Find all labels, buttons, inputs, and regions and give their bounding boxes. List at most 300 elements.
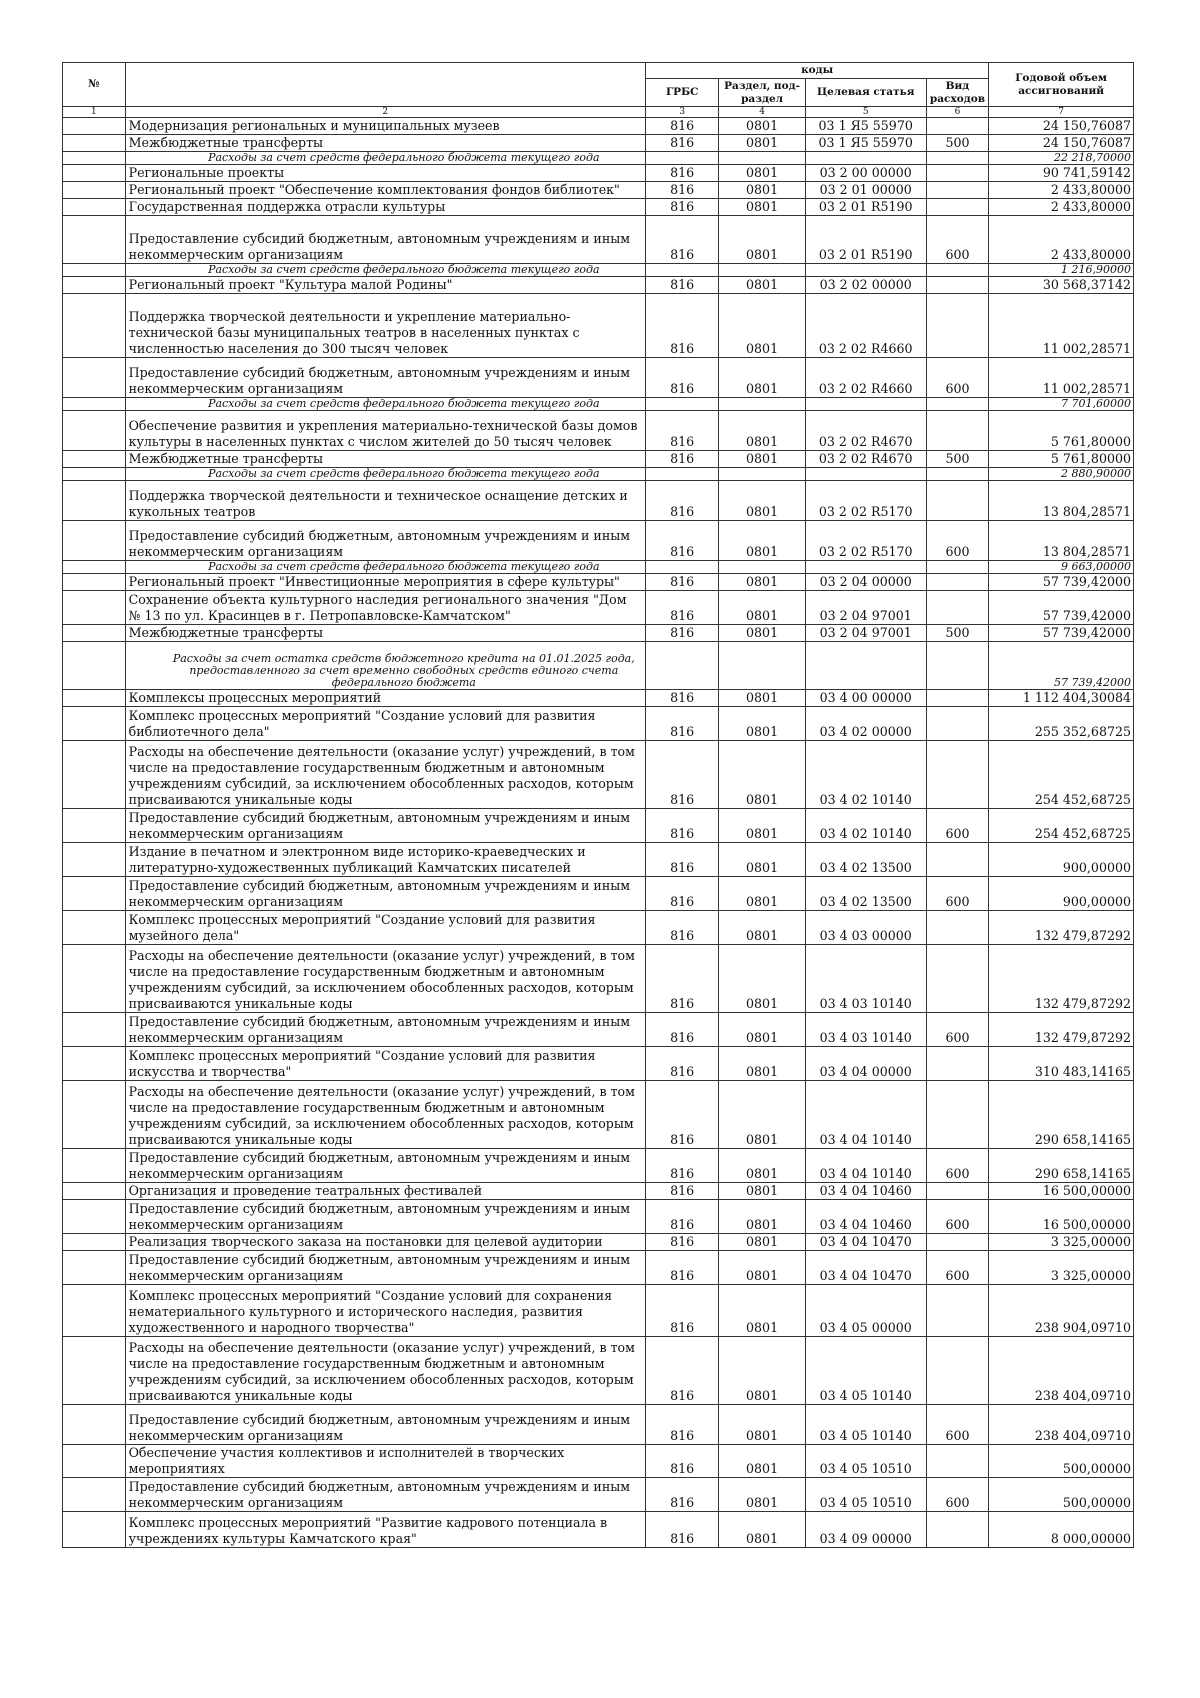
cell-razdel: 0801 — [719, 1405, 805, 1445]
cell-grbs: 816 — [645, 1149, 718, 1183]
cell-celevaya — [805, 264, 926, 277]
cell-razdel: 0801 — [719, 1445, 805, 1478]
table-row — [63, 809, 1134, 843]
cell-vid: 600 — [926, 809, 989, 843]
cell-name: Предоставление субсидий бюджетным, автономным учреждениям и иным некоммерческим организациям — [125, 877, 645, 911]
cell-razdel: 0801 — [719, 741, 805, 809]
cell-name: Предоставление субсидий бюджетным, автономным учреждениям и иным некоммерческим организациям — [125, 521, 645, 561]
cell-razdel: 0801 — [719, 1200, 805, 1234]
note-row — [63, 264, 1134, 277]
cell-num — [63, 1445, 126, 1478]
cell-name: Предоставление субсидий бюджетным, автономным учреждениям и иным некоммерческим организациям — [125, 358, 645, 398]
col-header-grbs: ГРБС — [645, 79, 718, 107]
cell-grbs: 816 — [645, 1081, 718, 1149]
cell-num — [63, 561, 126, 574]
table-row — [63, 1013, 1134, 1047]
col-header-volume: Годовой объем ассигнований — [989, 63, 1134, 107]
cell-sum: 7 701,60000 — [989, 398, 1134, 411]
cell-razdel: 0801 — [719, 481, 805, 521]
cell-grbs: 816 — [645, 741, 718, 809]
cell-vid: 600 — [926, 1149, 989, 1183]
cell-celevaya: 03 2 04 97001 — [805, 625, 926, 642]
cell-celevaya: 03 4 02 10140 — [805, 741, 926, 809]
cell-sum: 57 739,42000 — [989, 642, 1134, 690]
cell-vid: 600 — [926, 1478, 989, 1512]
cell-celevaya: 03 1 Я5 55970 — [805, 135, 926, 152]
cell-razdel: 0801 — [719, 1013, 805, 1047]
cell-razdel: 0801 — [719, 574, 805, 591]
budget-table — [62, 62, 1134, 1548]
cell-celevaya: 03 4 05 10510 — [805, 1445, 926, 1478]
cell-razdel: 0801 — [719, 1234, 805, 1251]
table-row — [63, 199, 1134, 216]
cell-grbs: 816 — [645, 294, 718, 358]
cell-grbs: 816 — [645, 135, 718, 152]
cell-celevaya: 03 4 09 00000 — [805, 1512, 926, 1548]
cell-name: Расходы за счет средств федерального бюджета текущего года — [125, 561, 645, 574]
cell-grbs: 816 — [645, 481, 718, 521]
cell-razdel — [719, 264, 805, 277]
colnum-2: 2 — [125, 107, 645, 118]
cell-razdel — [719, 561, 805, 574]
cell-vid: 600 — [926, 1405, 989, 1445]
cell-vid — [926, 945, 989, 1013]
table-row — [63, 1512, 1134, 1548]
cell-vid: 500 — [926, 135, 989, 152]
table-row — [63, 1200, 1134, 1234]
cell-celevaya — [805, 642, 926, 690]
cell-vid — [926, 182, 989, 199]
cell-name: Предоставление субсидий бюджетным, автономным учреждениям и иным некоммерческим организациям — [125, 1478, 645, 1512]
cell-sum: 90 741,59142 — [989, 165, 1134, 182]
note-row — [63, 468, 1134, 481]
cell-sum: 3 325,00000 — [989, 1251, 1134, 1285]
cell-grbs: 816 — [645, 1285, 718, 1337]
note-row — [63, 561, 1134, 574]
cell-num — [63, 118, 126, 135]
cell-celevaya — [805, 468, 926, 481]
cell-num — [63, 294, 126, 358]
cell-celevaya: 03 4 04 10460 — [805, 1183, 926, 1200]
cell-celevaya: 03 2 01 00000 — [805, 182, 926, 199]
colnum-3: 3 — [645, 107, 718, 118]
cell-num — [63, 152, 126, 165]
cell-celevaya — [805, 152, 926, 165]
cell-celevaya: 03 2 02 R5170 — [805, 521, 926, 561]
cell-razdel: 0801 — [719, 877, 805, 911]
cell-vid — [926, 741, 989, 809]
cell-razdel: 0801 — [719, 451, 805, 468]
cell-grbs: 816 — [645, 451, 718, 468]
cell-num — [63, 264, 126, 277]
cell-name: Межбюджетные трансферты — [125, 625, 645, 642]
cell-celevaya: 03 2 02 R4660 — [805, 358, 926, 398]
cell-sum: 22 218,70000 — [989, 152, 1134, 165]
cell-name: Предоставление субсидий бюджетным, автономным учреждениям и иным некоммерческим организациям — [125, 216, 645, 264]
cell-celevaya: 03 4 05 10510 — [805, 1478, 926, 1512]
cell-vid — [926, 165, 989, 182]
cell-grbs: 816 — [645, 1337, 718, 1405]
table-row — [63, 591, 1134, 625]
cell-razdel: 0801 — [719, 135, 805, 152]
cell-razdel — [719, 398, 805, 411]
cell-name: Расходы за счет средств федерального бюджета текущего года — [125, 152, 645, 165]
cell-name: Комплекс процессных мероприятий "Создание условий для развития музейного дела" — [125, 911, 645, 945]
table-row — [63, 294, 1134, 358]
cell-vid — [926, 843, 989, 877]
table-row — [63, 1047, 1134, 1081]
cell-num — [63, 1081, 126, 1149]
cell-razdel: 0801 — [719, 199, 805, 216]
cell-vid — [926, 591, 989, 625]
table-row — [63, 481, 1134, 521]
cell-sum: 132 479,87292 — [989, 945, 1134, 1013]
cell-razdel: 0801 — [719, 591, 805, 625]
colnum-4: 4 — [719, 107, 805, 118]
cell-grbs: 816 — [645, 945, 718, 1013]
cell-razdel: 0801 — [719, 911, 805, 945]
cell-grbs: 816 — [645, 118, 718, 135]
cell-razdel — [719, 642, 805, 690]
cell-vid: 600 — [926, 1200, 989, 1234]
cell-sum: 900,00000 — [989, 877, 1134, 911]
cell-name: Поддержка творческой деятельности и техническое оснащение детских и кукольных театров — [125, 481, 645, 521]
cell-grbs: 816 — [645, 625, 718, 642]
cell-celevaya: 03 4 02 10140 — [805, 809, 926, 843]
cell-num — [63, 398, 126, 411]
cell-name: Расходы за счет средств федерального бюджета текущего года — [125, 264, 645, 277]
cell-razdel: 0801 — [719, 294, 805, 358]
table-row — [63, 216, 1134, 264]
cell-grbs — [645, 152, 718, 165]
cell-num — [63, 591, 126, 625]
table-row — [63, 411, 1134, 451]
cell-vid — [926, 1183, 989, 1200]
cell-vid — [926, 911, 989, 945]
cell-grbs — [645, 642, 718, 690]
cell-vid — [926, 690, 989, 707]
cell-razdel: 0801 — [719, 1183, 805, 1200]
cell-num — [63, 574, 126, 591]
cell-name: Предоставление субсидий бюджетным, автономным учреждениям и иным некоммерческим организациям — [125, 1149, 645, 1183]
cell-celevaya: 03 4 00 00000 — [805, 690, 926, 707]
cell-grbs: 816 — [645, 182, 718, 199]
cell-celevaya: 03 2 02 R4660 — [805, 294, 926, 358]
cell-name: Сохранение объекта культурного наследия регионального значения "Дом № 13 по ул. Красинцев в г. Петропавловске-Камчатском" — [125, 591, 645, 625]
table-row — [63, 1285, 1134, 1337]
cell-vid: 600 — [926, 216, 989, 264]
cell-celevaya: 03 4 04 10140 — [805, 1149, 926, 1183]
cell-grbs: 816 — [645, 1512, 718, 1548]
cell-celevaya: 03 2 02 R5170 — [805, 481, 926, 521]
table-row — [63, 707, 1134, 741]
cell-name: Обеспечение участия коллективов и исполнителей в творческих мероприятиях — [125, 1445, 645, 1478]
cell-vid: 600 — [926, 521, 989, 561]
cell-num — [63, 199, 126, 216]
cell-sum: 500,00000 — [989, 1445, 1134, 1478]
cell-grbs: 816 — [645, 809, 718, 843]
cell-grbs: 816 — [645, 1478, 718, 1512]
cell-razdel: 0801 — [719, 1081, 805, 1149]
cell-num — [63, 468, 126, 481]
cell-name: Расходы на обеспечение деятельности (оказание услуг) учреждений, в том числе на предоставление государственным бюджетным и автономным учреждениям субсидий, за исключением обособленных расходов, которым присваиваются уникальные коды — [125, 741, 645, 809]
cell-num — [63, 1234, 126, 1251]
cell-vid — [926, 398, 989, 411]
cell-celevaya: 03 2 01 R5190 — [805, 216, 926, 264]
cell-vid — [926, 294, 989, 358]
colnum-7: 7 — [989, 107, 1134, 118]
cell-sum: 254 452,68725 — [989, 809, 1134, 843]
col-header-num: № — [63, 63, 126, 107]
cell-num — [63, 809, 126, 843]
cell-name: Предоставление субсидий бюджетным, автономным учреждениям и иным некоммерческим организациям — [125, 1013, 645, 1047]
cell-grbs: 816 — [645, 591, 718, 625]
cell-celevaya: 03 1 Я5 55970 — [805, 118, 926, 135]
cell-sum: 5 761,80000 — [989, 411, 1134, 451]
cell-sum: 132 479,87292 — [989, 911, 1134, 945]
table-row — [63, 182, 1134, 199]
table-row — [63, 358, 1134, 398]
cell-name: Региональный проект "Обеспечение комплектования фондов библиотек" — [125, 182, 645, 199]
cell-name: Расходы на обеспечение деятельности (оказание услуг) учреждений, в том числе на предоставление государственным бюджетным и автономным учреждениям субсидий, за исключением обособленных расходов, которым присваиваются уникальные коды — [125, 1081, 645, 1149]
cell-num — [63, 1200, 126, 1234]
cell-num — [63, 1285, 126, 1337]
table-row — [63, 118, 1134, 135]
cell-name: Комплексы процессных мероприятий — [125, 690, 645, 707]
cell-vid — [926, 561, 989, 574]
cell-name: Расходы за счет средств федерального бюджета текущего года — [125, 398, 645, 411]
cell-sum: 11 002,28571 — [989, 358, 1134, 398]
cell-grbs: 816 — [645, 1251, 718, 1285]
cell-vid: 600 — [926, 358, 989, 398]
cell-grbs: 816 — [645, 411, 718, 451]
cell-sum: 30 568,37142 — [989, 277, 1134, 294]
cell-name: Государственная поддержка отрасли культуры — [125, 199, 645, 216]
cell-celevaya: 03 2 01 R5190 — [805, 199, 926, 216]
table-row — [63, 1337, 1134, 1405]
table-row — [63, 1234, 1134, 1251]
cell-name: Комплекс процессных мероприятий "Создание условий для развития библиотечного дела" — [125, 707, 645, 741]
cell-num — [63, 358, 126, 398]
cell-num — [63, 1013, 126, 1047]
col-header-razdel: Раздел, под-раздел — [719, 79, 805, 107]
cell-sum: 238 904,09710 — [989, 1285, 1134, 1337]
table-row — [63, 135, 1134, 152]
cell-celevaya: 03 2 02 00000 — [805, 277, 926, 294]
cell-sum: 57 739,42000 — [989, 625, 1134, 642]
cell-num — [63, 135, 126, 152]
cell-celevaya: 03 2 00 00000 — [805, 165, 926, 182]
cell-razdel: 0801 — [719, 809, 805, 843]
cell-name: Обеспечение развития и укрепления материально-технической базы домов культуры в населенных пунктах с числом жителей до 50 тысяч человек — [125, 411, 645, 451]
table-row — [63, 625, 1134, 642]
cell-sum: 13 804,28571 — [989, 521, 1134, 561]
cell-sum: 2 433,80000 — [989, 182, 1134, 199]
cell-razdel: 0801 — [719, 1478, 805, 1512]
cell-num — [63, 1149, 126, 1183]
cell-num — [63, 521, 126, 561]
cell-vid — [926, 1047, 989, 1081]
cell-sum: 16 500,00000 — [989, 1183, 1134, 1200]
cell-grbs: 816 — [645, 690, 718, 707]
cell-celevaya: 03 2 04 97001 — [805, 591, 926, 625]
cell-celevaya: 03 4 04 00000 — [805, 1047, 926, 1081]
cell-vid: 600 — [926, 1251, 989, 1285]
cell-vid — [926, 1081, 989, 1149]
table-row — [63, 521, 1134, 561]
cell-name: Издание в печатном и электронном виде историко-краеведческих и литературно-художественных публикаций Камчатских писателей — [125, 843, 645, 877]
cell-razdel: 0801 — [719, 165, 805, 182]
cell-vid — [926, 468, 989, 481]
cell-razdel: 0801 — [719, 1285, 805, 1337]
cell-num — [63, 451, 126, 468]
cell-razdel: 0801 — [719, 1047, 805, 1081]
cell-vid: 500 — [926, 625, 989, 642]
cell-vid — [926, 152, 989, 165]
cell-num — [63, 843, 126, 877]
cell-vid — [926, 118, 989, 135]
cell-razdel: 0801 — [719, 358, 805, 398]
cell-celevaya: 03 2 02 R4670 — [805, 451, 926, 468]
table-row — [63, 1081, 1134, 1149]
col-header-name — [125, 63, 645, 107]
cell-num — [63, 1047, 126, 1081]
cell-celevaya: 03 4 04 10140 — [805, 1081, 926, 1149]
cell-num — [63, 911, 126, 945]
cell-vid — [926, 411, 989, 451]
table-row — [63, 1478, 1134, 1512]
cell-sum: 500,00000 — [989, 1478, 1134, 1512]
cell-sum: 57 739,42000 — [989, 591, 1134, 625]
table-row — [63, 877, 1134, 911]
cell-name: Региональный проект "Культура малой Родины" — [125, 277, 645, 294]
cell-grbs: 816 — [645, 358, 718, 398]
cell-razdel: 0801 — [719, 1337, 805, 1405]
cell-celevaya: 03 4 05 00000 — [805, 1285, 926, 1337]
cell-num — [63, 707, 126, 741]
cell-name: Предоставление субсидий бюджетным, автономным учреждениям и иным некоммерческим организациям — [125, 1251, 645, 1285]
cell-grbs: 816 — [645, 1445, 718, 1478]
cell-celevaya — [805, 561, 926, 574]
cell-vid — [926, 1445, 989, 1478]
cell-vid — [926, 1285, 989, 1337]
cell-grbs: 816 — [645, 521, 718, 561]
cell-sum: 900,00000 — [989, 843, 1134, 877]
table-row — [63, 945, 1134, 1013]
colnum-1: 1 — [63, 107, 126, 118]
cell-sum: 13 804,28571 — [989, 481, 1134, 521]
table-row — [63, 741, 1134, 809]
table-body — [63, 118, 1134, 1548]
cell-razdel: 0801 — [719, 216, 805, 264]
cell-sum: 24 150,76087 — [989, 118, 1134, 135]
cell-grbs: 816 — [645, 1405, 718, 1445]
cell-vid — [926, 264, 989, 277]
cell-vid — [926, 481, 989, 521]
cell-celevaya: 03 4 05 10140 — [805, 1405, 926, 1445]
col-header-codes: коды — [645, 63, 988, 79]
cell-num — [63, 945, 126, 1013]
cell-vid — [926, 1337, 989, 1405]
table-row — [63, 1149, 1134, 1183]
cell-razdel — [719, 468, 805, 481]
cell-grbs — [645, 398, 718, 411]
col-header-vid: Вид расходов — [926, 79, 989, 107]
cell-sum: 5 761,80000 — [989, 451, 1134, 468]
cell-grbs: 816 — [645, 277, 718, 294]
cell-num — [63, 1337, 126, 1405]
cell-razdel: 0801 — [719, 707, 805, 741]
cell-grbs: 816 — [645, 877, 718, 911]
cell-razdel: 0801 — [719, 843, 805, 877]
cell-num — [63, 741, 126, 809]
cell-grbs: 816 — [645, 1047, 718, 1081]
cell-num — [63, 1512, 126, 1548]
cell-sum: 1 216,90000 — [989, 264, 1134, 277]
cell-celevaya: 03 4 05 10140 — [805, 1337, 926, 1405]
cell-grbs: 816 — [645, 1200, 718, 1234]
cell-razdel: 0801 — [719, 1149, 805, 1183]
cell-num — [63, 1405, 126, 1445]
cell-name: Межбюджетные трансферты — [125, 135, 645, 152]
cell-sum: 254 452,68725 — [989, 741, 1134, 809]
table-row — [63, 1445, 1134, 1478]
cell-name: Предоставление субсидий бюджетным, автономным учреждениям и иным некоммерческим организациям — [125, 1200, 645, 1234]
cell-razdel: 0801 — [719, 118, 805, 135]
cell-grbs: 816 — [645, 843, 718, 877]
cell-sum: 16 500,00000 — [989, 1200, 1134, 1234]
cell-sum: 290 658,14165 — [989, 1081, 1134, 1149]
cell-sum: 1 112 404,30084 — [989, 690, 1134, 707]
cell-sum: 290 658,14165 — [989, 1149, 1134, 1183]
cell-sum: 2 433,80000 — [989, 216, 1134, 264]
cell-name: Реализация творческого заказа на постановки для целевой аудитории — [125, 1234, 645, 1251]
cell-name: Межбюджетные трансферты — [125, 451, 645, 468]
cell-sum: 24 150,76087 — [989, 135, 1134, 152]
cell-sum: 3 325,00000 — [989, 1234, 1134, 1251]
cell-grbs: 816 — [645, 1013, 718, 1047]
cell-grbs — [645, 561, 718, 574]
cell-name: Региональные проекты — [125, 165, 645, 182]
table-row — [63, 1405, 1134, 1445]
cell-celevaya: 03 4 04 10470 — [805, 1251, 926, 1285]
cell-num — [63, 411, 126, 451]
cell-celevaya: 03 4 04 10460 — [805, 1200, 926, 1234]
cell-num — [63, 182, 126, 199]
cell-sum: 11 002,28571 — [989, 294, 1134, 358]
cell-razdel: 0801 — [719, 625, 805, 642]
cell-razdel: 0801 — [719, 945, 805, 1013]
cell-num — [63, 642, 126, 690]
cell-razdel: 0801 — [719, 1251, 805, 1285]
cell-name: Расходы за счет средств федерального бюджета текущего года — [125, 468, 645, 481]
cell-num — [63, 1183, 126, 1200]
cell-vid: 600 — [926, 877, 989, 911]
cell-sum: 255 352,68725 — [989, 707, 1134, 741]
cell-razdel: 0801 — [719, 277, 805, 294]
table-row — [63, 451, 1134, 468]
cell-razdel: 0801 — [719, 690, 805, 707]
cell-vid — [926, 642, 989, 690]
cell-razdel: 0801 — [719, 521, 805, 561]
budget-sheet — [62, 62, 1134, 1548]
cell-num — [63, 165, 126, 182]
cell-vid — [926, 199, 989, 216]
column-numbers-row — [63, 107, 1134, 118]
cell-name: Поддержка творческой деятельности и укрепление материально-технической базы муниципальных театров в населенных пунктах с численностью населения до 300 тысяч человек — [125, 294, 645, 358]
cell-name: Комплекс процессных мероприятий "Развитие кадрового потенциала в учреждениях культуры Камчатского края" — [125, 1512, 645, 1548]
cell-vid — [926, 707, 989, 741]
